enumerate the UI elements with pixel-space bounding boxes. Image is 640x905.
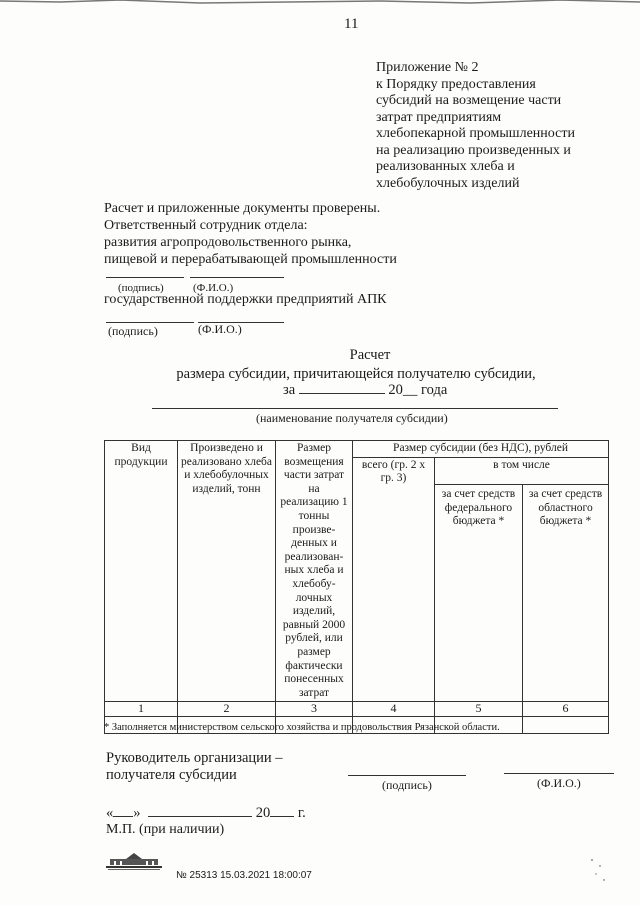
period-line xyxy=(283,382,447,399)
page-number: 11 xyxy=(344,16,359,32)
day-blank[interactable] xyxy=(113,816,133,817)
period-prefix: за xyxy=(283,382,296,398)
fio-label-2: (Ф.И.О.) xyxy=(198,322,242,336)
column-number: 1 xyxy=(105,702,178,717)
appendix-line: субсидий на возмещение части xyxy=(376,93,562,108)
appendix-line: хлебобулочных изделий xyxy=(376,175,520,191)
calculation-subtitle: размера субсидии, причитающейся получателю субсидии, xyxy=(176,366,536,382)
header-total: всего (гр. 2 х гр. 3) xyxy=(353,457,435,702)
date-line xyxy=(106,805,306,822)
verification-line: развития агропродовольственного рынка, xyxy=(104,235,352,250)
appendix-line: Приложение № 2 xyxy=(376,60,479,75)
year-suffix: г. xyxy=(297,805,306,821)
director-signature-line[interactable] xyxy=(348,775,466,776)
header-including: в том числе xyxy=(435,457,609,485)
director-fio-label: (Ф.И.О.) xyxy=(537,776,581,790)
footnote: * Заполняется министерством сельского хозяйства и продовольствия Рязанской области. xyxy=(104,722,500,733)
recipient-caption: (наименование получателя субсидии) xyxy=(256,411,448,425)
fio-line-1 xyxy=(190,277,284,278)
director-signature-label: (подпись) xyxy=(382,778,432,792)
open-quote: « xyxy=(106,805,114,821)
column-number: 6 xyxy=(523,702,609,717)
verification-line: Ответственный сотрудник отдела: xyxy=(104,218,308,233)
appendix-header xyxy=(376,60,616,192)
column-number: 4 xyxy=(353,702,435,717)
table-cell[interactable] xyxy=(523,717,609,734)
column-number: 5 xyxy=(435,702,523,717)
header-produced: Произведено и реализовано хлеба и хлебобулочных изделий, тонн xyxy=(178,441,276,702)
stamp-label: М.П. (при наличии) xyxy=(106,822,225,837)
director-block xyxy=(106,750,283,784)
header-product: Вид продукции xyxy=(105,441,178,702)
column-number-row xyxy=(105,702,609,717)
header-federal: за счет средств федерального бюджета * xyxy=(435,485,523,702)
signature-label-1: (подпись) xyxy=(118,282,164,294)
recipient-name-line[interactable] xyxy=(152,408,558,409)
verification-block xyxy=(104,200,397,268)
institution-logo-icon xyxy=(104,852,164,872)
year-prefix: 20 xyxy=(255,805,271,821)
fio-label-1: (Ф.И.О.) xyxy=(193,282,234,294)
signature-label-2: (подпись) xyxy=(108,324,158,338)
state-support-department: государственной поддержки предприятий АПК xyxy=(104,292,387,307)
year-blank[interactable] xyxy=(270,816,294,817)
appendix-line: к Порядку предоставления xyxy=(376,76,536,92)
scan-specks xyxy=(582,856,612,886)
appendix-line: затрат предприятиям xyxy=(376,109,502,125)
column-number: 2 xyxy=(178,702,276,717)
appendix-line: хлебопекарной промышленности xyxy=(376,126,575,141)
director-fio-line[interactable] xyxy=(504,773,614,774)
director-line: получателя субсидии xyxy=(106,767,237,783)
appendix-line: на реализацию произведенных и xyxy=(376,142,571,158)
appendix-line: реализованных хлеба и xyxy=(376,159,515,174)
close-quote: » xyxy=(133,805,141,821)
header-rate: Размер возмещения части затрат на реализацию 1 тонны произве-денных и реализован-ных хлеба и хлебобу-лочных изделий, равный 2000 рублей, или размер фактически понесенных затрат xyxy=(276,441,353,702)
period-blank[interactable] xyxy=(299,393,385,394)
header-regional: за счет средств областного бюджета * xyxy=(523,485,609,702)
verification-line: пищевой и перерабатывающей промышленности xyxy=(104,252,397,267)
signature-line-1 xyxy=(106,277,184,278)
column-number: 3 xyxy=(276,702,353,717)
scan-edge-artifact xyxy=(0,0,640,5)
verification-line: Расчет и приложенные документы проверены. xyxy=(104,201,381,216)
calculation-title: Расчет xyxy=(349,347,391,363)
director-line: Руководитель организации – xyxy=(106,750,283,766)
month-blank[interactable] xyxy=(148,816,252,817)
subsidy-table xyxy=(104,440,609,734)
signature-line-2 xyxy=(106,322,194,323)
header-subsidy: Размер субсидии (без НДС), рублей xyxy=(353,441,609,458)
registration-number: № 25313 15.03.2021 18:00:07 xyxy=(176,870,312,881)
period-year: 20__ года xyxy=(388,382,448,398)
